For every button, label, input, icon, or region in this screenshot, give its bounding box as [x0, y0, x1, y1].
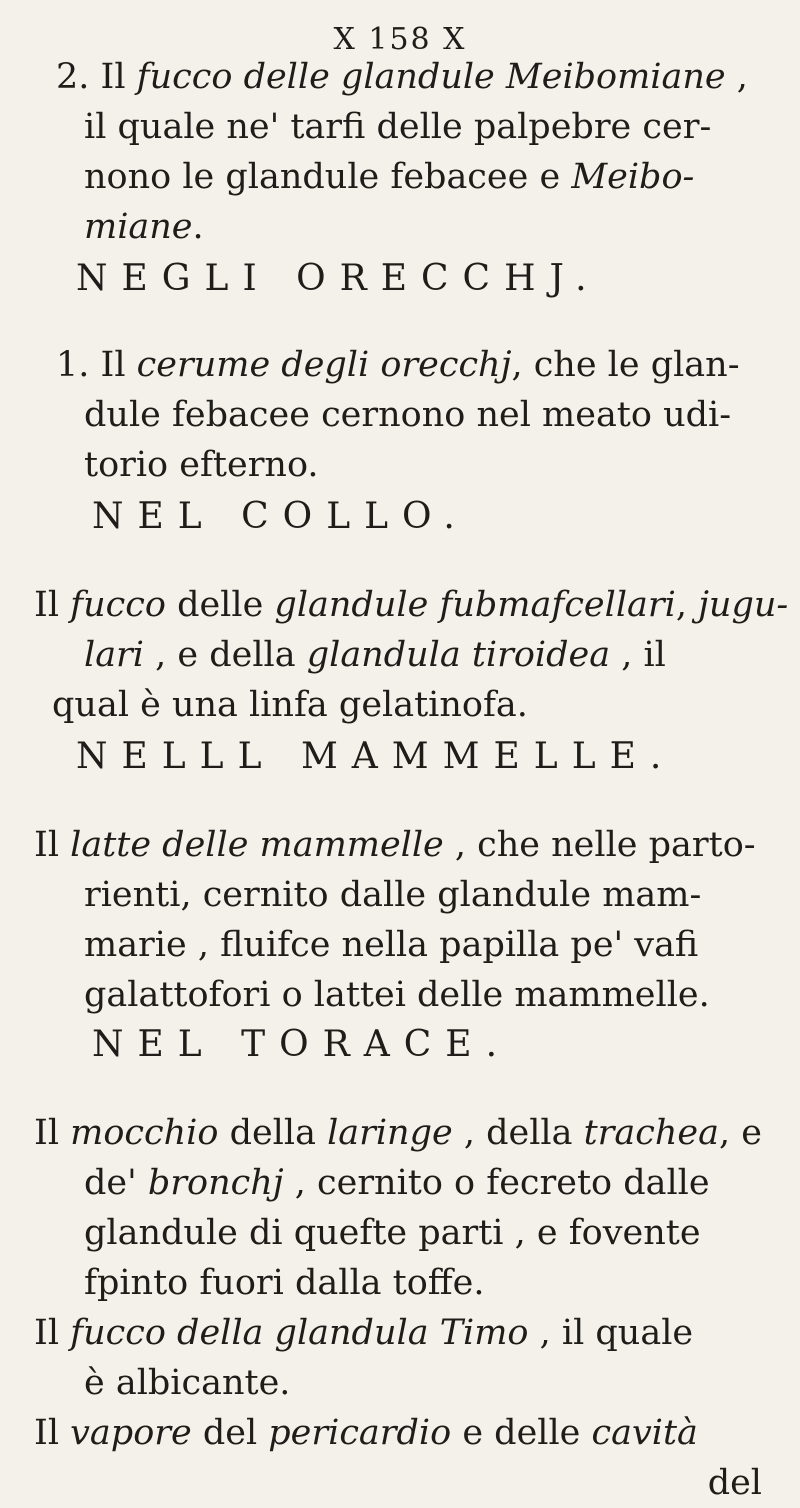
italic-term: Meibo-: [571, 157, 695, 197]
text-line: dule febacee cernono nel meato udi-: [84, 395, 732, 435]
section-heading: [0, 736, 800, 777]
italic-term: fucco della glandula Timo: [70, 1313, 529, 1353]
section-heading-text: NEL TORACE.: [92, 1024, 512, 1065]
text-line: Il fucco delle glandule fubmafcellari, jugu-: [34, 585, 789, 625]
paragraph: [0, 52, 800, 252]
text-line: Il mocchio della laringe , della trachea, e: [34, 1113, 762, 1153]
italic-term: latte delle mammelle: [70, 825, 444, 865]
paragraph: [0, 580, 800, 730]
section-heading-text: NELLL MAMMELLE.: [76, 736, 676, 777]
page-number-header: X 158 X: [333, 22, 467, 57]
section-heading-text: NEL COLLO.: [92, 496, 469, 537]
text-line: de' bronchj , cernito o fecreto dalle: [84, 1163, 710, 1203]
text-line: 1. Il cerume degli orecchj, che le glan-: [56, 345, 740, 385]
paragraph: [0, 340, 800, 490]
text-line: miane.: [84, 207, 204, 247]
italic-term: bronchj: [147, 1163, 284, 1203]
italic-term: jugu-: [698, 585, 789, 625]
italic-term: cerume degli orecchj: [136, 345, 512, 385]
section-heading-text: NEGLI ORECCHJ.: [76, 258, 601, 299]
italic-term: lari: [84, 635, 144, 675]
text-line: qual è una linfa gelatinofa.: [52, 685, 528, 725]
text-line: torio efterno.: [84, 445, 319, 485]
italic-term: pericardio: [268, 1413, 452, 1453]
italic-term: fucco delle glandule Meibomiane: [136, 57, 726, 97]
italic-term: cavità: [591, 1413, 698, 1453]
text-line: Il latte delle mammelle , che nelle parto-: [34, 825, 756, 865]
section-heading: [0, 496, 800, 537]
italic-term: fucco: [70, 585, 166, 625]
text-line: Il vapore del pericardio e delle cavità: [34, 1413, 698, 1453]
italic-term: vapore: [70, 1413, 192, 1453]
italic-term: laringe: [327, 1113, 453, 1153]
text-line: galattofori o lattei delle mammelle.: [84, 975, 710, 1015]
text-line: marie , fluifce nella papilla pe' vafi: [84, 925, 699, 965]
section-heading: [0, 258, 800, 299]
text-line: il quale ne' tarfi delle palpebre cer-: [84, 107, 712, 147]
section-heading: [0, 1024, 800, 1065]
italic-term: mocchio: [70, 1113, 219, 1153]
italic-term: glandule fubmafcellari: [274, 585, 676, 625]
text-line: del: [707, 1463, 762, 1503]
text-line: nono le glandule febacee e Meibo-: [84, 157, 695, 197]
italic-term: miane: [84, 207, 193, 247]
text-line: è albicante.: [84, 1363, 291, 1403]
text-line: fpinto fuori dalla toffe.: [84, 1263, 485, 1303]
text-line: 2. Il fucco delle glandule Meibomiane ,: [56, 57, 748, 97]
paragraph: [0, 820, 800, 1020]
text-line: Il fucco della glandula Timo , il quale: [34, 1313, 694, 1353]
paragraph: [0, 1108, 800, 1508]
italic-term: trachea: [583, 1113, 719, 1153]
text-line: glandule di quefte parti , e fovente: [84, 1213, 701, 1253]
text-line: lari , e della glandula tiroidea , il: [84, 635, 666, 675]
italic-term: glandula tiroidea: [306, 635, 611, 675]
text-line: rienti, cernito dalle glandule mam-: [84, 875, 702, 915]
